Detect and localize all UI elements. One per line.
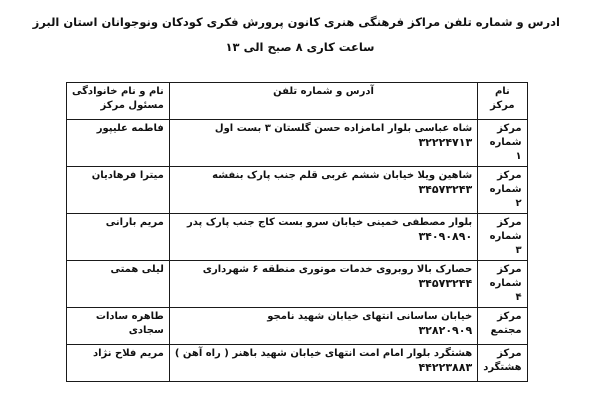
responsible-cell: مریم فلاح نژاد xyxy=(67,345,170,382)
phone-number: ۳۴۵۷۳۲۴۴ xyxy=(418,277,473,290)
phone-number: ۳۴۵۷۳۲۴۳ xyxy=(418,183,473,196)
table-row xyxy=(67,345,528,382)
centers-table xyxy=(66,82,528,382)
address-cell xyxy=(169,214,477,261)
address-text: بلوار مصطفی خمینی خیابان سرو بست کاج جنب پارک پدر xyxy=(186,217,473,228)
center-name-cell: مرکز شماره ۴ xyxy=(478,261,527,308)
header-address xyxy=(169,83,477,120)
address-cell xyxy=(169,261,477,308)
address-text: حصارک بالا روبروی خدمات موتوری منطقه ۶ شهرداری xyxy=(202,264,473,275)
responsible-cell: میترا فرهادیان xyxy=(67,167,170,214)
header-center-name xyxy=(478,83,527,120)
address-text: شاهین ویلا خیابان ششم غربی قلم جنب پارک بنفشه xyxy=(212,170,473,181)
table-row xyxy=(67,214,528,261)
phone-number: ۳۲۲۲۴۷۱۳ xyxy=(418,136,473,149)
document-title: ادرس و شماره تلفن مراکز فرهنگی هنری کانون پرورش فکری کودکان ونوجوانان استان البرز xyxy=(32,15,560,29)
header-address-label: آدرس و شماره تلفن xyxy=(273,86,374,97)
center-name-cell: مرکز شماره ۲ xyxy=(478,167,527,214)
table-row xyxy=(67,308,528,345)
header-responsible xyxy=(67,83,170,120)
center-name-cell: مرکز هشتگرد xyxy=(478,345,527,382)
address-text: شاه عباسی بلوار امامزاده حسن گلستان ۳ بست اول xyxy=(214,123,473,134)
table-row xyxy=(67,261,528,308)
address-cell xyxy=(169,308,477,345)
phone-number: ۴۴۲۲۳۸۸۳ xyxy=(418,361,473,374)
responsible-cell: فاطمه علیپور xyxy=(67,120,170,167)
responsible-cell: مریم بارانی xyxy=(67,214,170,261)
address-text: هشتگرد بلوار امام امت انتهای خیابان شهید باهنر ( راه آهن ) xyxy=(174,348,473,359)
responsible-cell: لیلی همتی xyxy=(67,261,170,308)
center-name-cell: مرکز شماره ۱ xyxy=(478,120,527,167)
center-name-cell: مرکز شماره ۳ xyxy=(478,214,527,261)
responsible-cell: طاهره سادات سجادی xyxy=(67,308,170,345)
address-cell xyxy=(169,120,477,167)
address-cell xyxy=(169,345,477,382)
phone-number: ۳۲۸۲۰۹۰۹ xyxy=(418,324,473,337)
phone-number: ۳۴۰۹۰۸۹۰ xyxy=(418,230,473,243)
header-center-label: نام مرکز xyxy=(490,86,515,111)
address-text: خیابان ساسانی انتهای خیابان شهید نامجو xyxy=(267,311,473,322)
table-row xyxy=(67,167,528,214)
address-cell xyxy=(169,167,477,214)
table-header-row xyxy=(67,83,528,120)
table-row xyxy=(67,120,528,167)
center-name-cell: مرکز مجتمع xyxy=(478,308,527,345)
header-responsible-line2: مسئول مرکز xyxy=(100,100,164,111)
header-responsible-line1: نام و نام خانوادگی xyxy=(72,86,164,97)
working-hours: ساعت کاری ۸ صبح الی ۱۳ xyxy=(225,40,375,54)
